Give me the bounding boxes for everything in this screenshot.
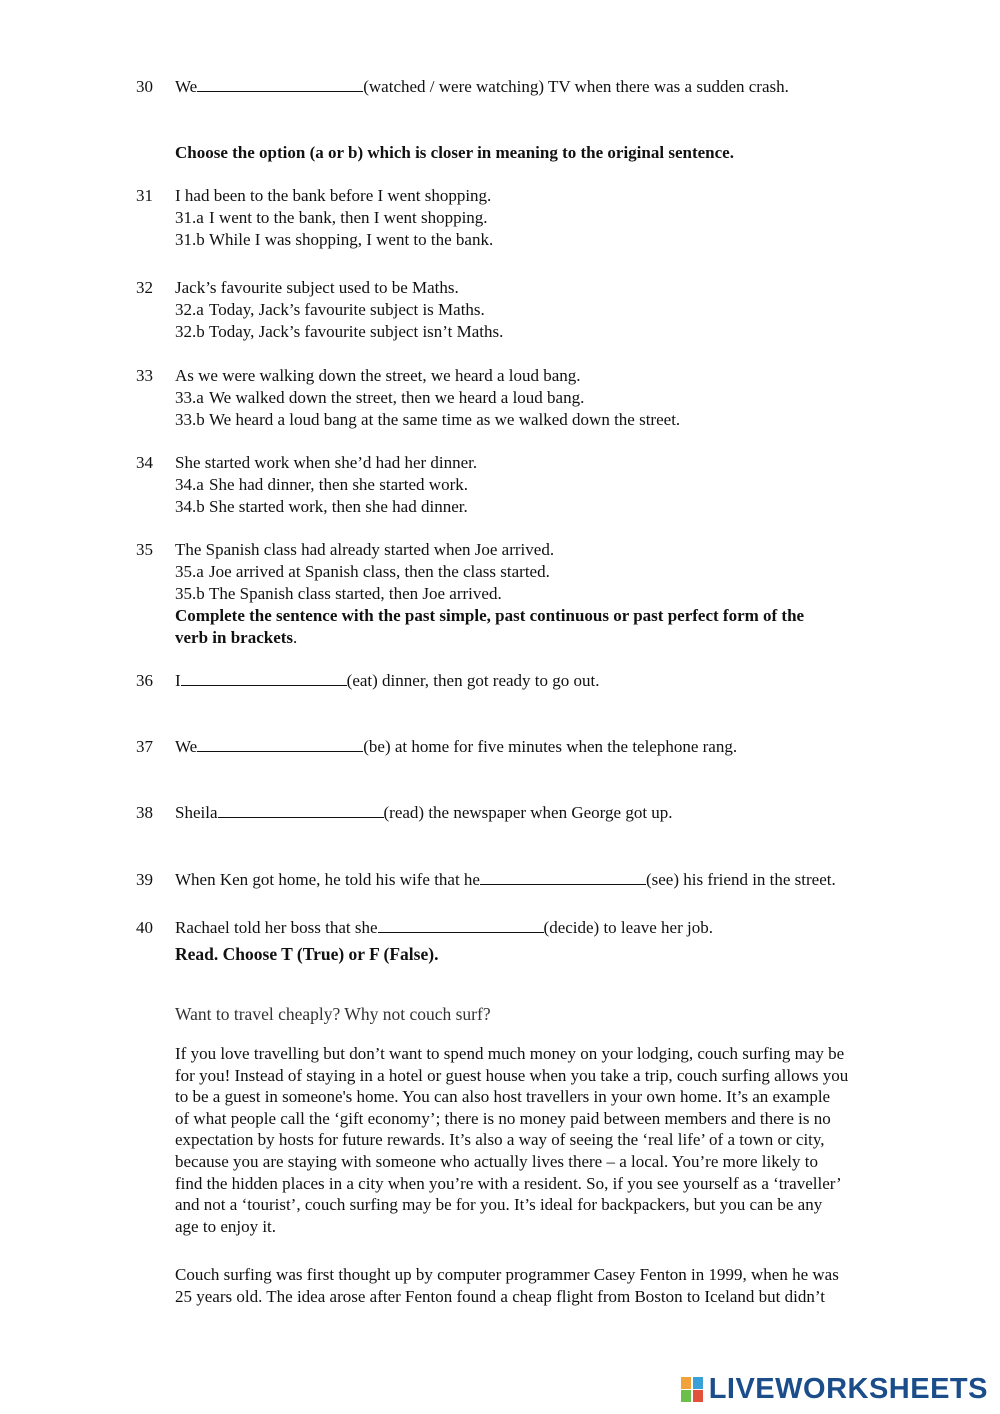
question-37 bbox=[175, 737, 737, 757]
option-label: 32.a bbox=[175, 300, 204, 319]
option-text: While I was shopping, I went to the bank. bbox=[209, 230, 494, 249]
answer-blank[interactable] bbox=[480, 870, 646, 885]
question-text-before: I bbox=[175, 671, 181, 690]
question-30 bbox=[175, 77, 789, 97]
question-number: 40 bbox=[136, 918, 153, 937]
paragraph-line: of what people call the ‘gift economy’; there is no money paid between members and there is no bbox=[175, 1108, 831, 1128]
section-heading-multiple-choice: Choose the option (a or b) which is closer in meaning to the original sentence. bbox=[175, 143, 734, 162]
liveworksheets-logo[interactable] bbox=[681, 1373, 988, 1405]
option-text: I went to the bank, then I went shopping. bbox=[209, 208, 488, 227]
paragraph-line: If you love travelling but don’t want to spend much money on your lodging, couch surfing may be bbox=[175, 1044, 845, 1063]
question-text-before: We bbox=[175, 77, 198, 96]
paragraph-line: for you! Instead of staying in a hotel or guest house when you take a trip, couch surfing allows you bbox=[175, 1065, 849, 1085]
paragraph-line: find the hidden places in a city when you’re with a resident. So, if you see yourself as a ‘traveller’ bbox=[175, 1173, 842, 1193]
option-text: We walked down the street, then we heard a loud bang. bbox=[209, 388, 585, 407]
heading-period: . bbox=[293, 628, 298, 647]
answer-blank[interactable] bbox=[197, 77, 363, 92]
option-label: 35.b bbox=[175, 584, 205, 603]
question-number: 39 bbox=[136, 870, 153, 889]
logo-text: LIVEWORKSHEETS bbox=[708, 1372, 988, 1405]
paragraph-line: and not a ‘tourist’, couch surfing may be for you. It’s ideal for backpackers, but you can be any bbox=[175, 1195, 823, 1215]
reading-title: Want to travel cheaply? Why not couch surf? bbox=[175, 1004, 491, 1024]
question-number: 31 bbox=[136, 186, 153, 205]
question-36 bbox=[175, 671, 600, 691]
option-label: 35.a bbox=[175, 562, 204, 581]
question-number: 30 bbox=[136, 77, 153, 96]
question-number: 32 bbox=[136, 278, 153, 297]
question-stem: Jack’s favourite subject used to be Maths. bbox=[175, 278, 459, 297]
answer-blank[interactable] bbox=[181, 671, 347, 686]
question-40 bbox=[175, 918, 713, 938]
question-39 bbox=[175, 870, 836, 890]
question-text-after: (eat) dinner, then got ready to go out. bbox=[346, 671, 600, 690]
option-label: 32.b bbox=[175, 322, 205, 341]
option-b[interactable] bbox=[175, 230, 493, 250]
question-text-after: (decide) to leave her job. bbox=[543, 918, 713, 937]
option-label: 33.a bbox=[175, 388, 204, 407]
question-text-before: Rachael told her boss that she bbox=[175, 918, 378, 937]
option-label: 31.b bbox=[175, 230, 205, 249]
heading-text: verb in brackets bbox=[175, 628, 294, 647]
paragraph-line: because you are staying with someone who actually lives there – a local. You’re more likely to bbox=[175, 1151, 818, 1171]
question-text-before: When Ken got home, he told his wife that he bbox=[175, 870, 480, 889]
paragraph-line: Couch surfing was first thought up by computer programmer Casey Fenton in 1999, when he was bbox=[175, 1265, 839, 1284]
option-text: Today, Jack’s favourite subject isn’t Maths. bbox=[209, 322, 504, 341]
reading-paragraph-2 bbox=[175, 1264, 910, 1307]
option-text: Today, Jack’s favourite subject is Maths. bbox=[209, 300, 485, 319]
option-label: 34.a bbox=[175, 475, 204, 494]
question-stem: As we were walking down the street, we heard a loud bang. bbox=[175, 366, 581, 385]
question-text-after: (be) at home for five minutes when the telephone rang. bbox=[363, 737, 738, 756]
question-38 bbox=[175, 803, 673, 823]
section-heading-true-false: Read. Choose T (True) or F (False). bbox=[175, 944, 439, 964]
option-text: She started work, then she had dinner. bbox=[209, 497, 468, 516]
option-label: 33.b bbox=[175, 410, 205, 429]
question-number: 37 bbox=[136, 737, 153, 756]
option-text: Joe arrived at Spanish class, then the class started. bbox=[209, 562, 550, 581]
question-number: 35 bbox=[136, 540, 153, 559]
option-a[interactable] bbox=[175, 388, 584, 408]
option-a[interactable] bbox=[175, 475, 468, 495]
option-b[interactable] bbox=[175, 497, 468, 517]
paragraph-line: to be a guest in someone's home. You can also host travellers in your own home. It’s an example bbox=[175, 1087, 831, 1107]
question-number: 38 bbox=[136, 803, 153, 822]
option-b[interactable] bbox=[175, 322, 503, 342]
question-text-after: (watched / were watching) TV when there was a sudden crash. bbox=[363, 77, 789, 96]
section-heading-verb-forms: Complete the sentence with the past simple, past continuous or past perfect form of the bbox=[175, 606, 805, 625]
question-number: 33 bbox=[136, 366, 153, 385]
option-b[interactable] bbox=[175, 410, 680, 430]
option-text: We heard a loud bang at the same time as we walked down the street. bbox=[209, 410, 681, 429]
paragraph-line: 25 years old. The idea arose after Fenton found a cheap flight from Boston to Iceland but didn’t bbox=[175, 1286, 825, 1306]
option-text: She had dinner, then she started work. bbox=[209, 475, 468, 494]
option-label: 31.a bbox=[175, 208, 204, 227]
paragraph-line: expectation by hosts for future rewards. It’s also a way of seeing the ‘real life’ of a town or city, bbox=[175, 1130, 825, 1150]
section-heading-verb-forms-line2 bbox=[175, 628, 297, 648]
reading-paragraph-1 bbox=[175, 1043, 910, 1237]
answer-blank[interactable] bbox=[197, 737, 363, 752]
question-stem: I had been to the bank before I went shopping. bbox=[175, 186, 492, 205]
question-text-after: (read) the newspaper when George got up. bbox=[383, 803, 673, 822]
option-text: The Spanish class started, then Joe arrived. bbox=[209, 584, 502, 603]
option-label: 34.b bbox=[175, 497, 205, 516]
question-number: 34 bbox=[136, 453, 153, 472]
question-text-before: Sheila bbox=[175, 803, 218, 822]
question-text-before: We bbox=[175, 737, 198, 756]
question-number: 36 bbox=[136, 671, 153, 690]
question-stem: The Spanish class had already started when Joe arrived. bbox=[175, 540, 555, 559]
option-b[interactable] bbox=[175, 584, 502, 604]
question-text-after: (see) his friend in the street. bbox=[645, 870, 836, 889]
option-a[interactable] bbox=[175, 300, 485, 320]
answer-blank[interactable] bbox=[378, 918, 544, 933]
liveworksheets-logo-icon bbox=[681, 1375, 707, 1403]
question-stem: She started work when she’d had her dinner. bbox=[175, 453, 478, 472]
answer-blank[interactable] bbox=[218, 803, 384, 818]
option-a[interactable] bbox=[175, 562, 550, 582]
option-a[interactable] bbox=[175, 208, 488, 228]
paragraph-line: age to enjoy it. bbox=[175, 1216, 277, 1236]
